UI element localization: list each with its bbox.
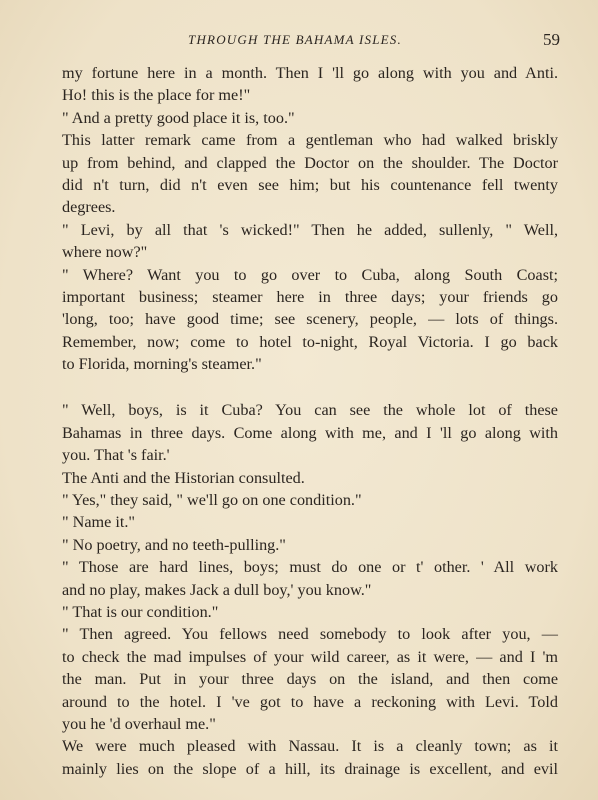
text-line: and no play, makes Jack a dull boy,' you know." (62, 580, 372, 599)
text-line: up from behind, and clapped the Doctor on the shoulder. The Doctor (62, 153, 558, 172)
text-line: " Well, boys, is it Cuba? You can see the whole lot of these (62, 401, 558, 420)
text-line: my fortune here in a month. Then I 'll go along with you and Anti. (62, 64, 558, 82)
text-line: We were much pleased with Nassau. It is a cleanly town; as it (62, 737, 558, 756)
text-line: " Where? Want you to go over to Cuba, along South Coast; (62, 265, 558, 284)
section-gap (62, 375, 558, 399)
text-line: " Then agreed. You fellows need somebody to look after you, — (62, 625, 558, 644)
running-head (0, 32, 598, 52)
text-line: Bahamas in three days. Come along with me, and I 'll go along with (62, 423, 558, 442)
text-line: Remember, now; come to hotel to-night, Royal Victoria. I go back (62, 332, 558, 351)
text-block-2 (62, 399, 558, 780)
text-line: This latter remark came from a gentleman who had walked briskly (62, 131, 558, 150)
text-line: you. That 's fair.' (62, 446, 170, 465)
text-line: " Those are hard lines, boys; must do one or t' other. ' All work (62, 558, 558, 577)
body-text (62, 62, 558, 780)
text-line: degrees. (62, 198, 116, 217)
page-number: 59 (543, 30, 560, 49)
text-line: the man. Put in your three days on the island, and then come (62, 670, 558, 689)
text-line: where now?" (62, 243, 148, 262)
text-line: 'long, too; have good time; see scenery, people, — lots of things. (62, 310, 558, 329)
text-line: did n't turn, did n't even see him; but his countenance fell twenty (62, 175, 558, 194)
text-line: around to the hotel. I 've got to have a reckoning with Levi. Told (62, 692, 558, 711)
text-line: " Levi, by all that 's wicked!" Then he added, sullenly, " Well, (62, 220, 558, 239)
text-line: " That is our condition." (62, 602, 219, 621)
text-line: " And a pretty good place it is, too." (62, 108, 295, 127)
text-line: to check the mad impulses of your wild career, as it were, — and I 'm (62, 647, 558, 666)
text-line: " No poetry, and no teeth-pulling." (62, 535, 286, 554)
running-title: THROUGH THE BAHAMA ISLES. (188, 32, 402, 47)
text-line: you he 'd overhaul me." (62, 714, 216, 733)
text-line: The Anti and the Historian consulted. (62, 468, 305, 487)
text-line: important business; steamer here in three days; your friends go (62, 287, 558, 306)
text-line: Ho! this is the place for me!" (62, 86, 251, 105)
text-block-1 (62, 62, 558, 375)
text-line: mainly lies on the slope of a hill, its drainage is excellent, and evil (62, 759, 558, 778)
text-line: to Florida, morning's steamer." (62, 355, 262, 374)
text-line: " Yes," they said, " we'll go on one condition." (62, 491, 362, 510)
text-line: " Name it." (62, 513, 136, 532)
